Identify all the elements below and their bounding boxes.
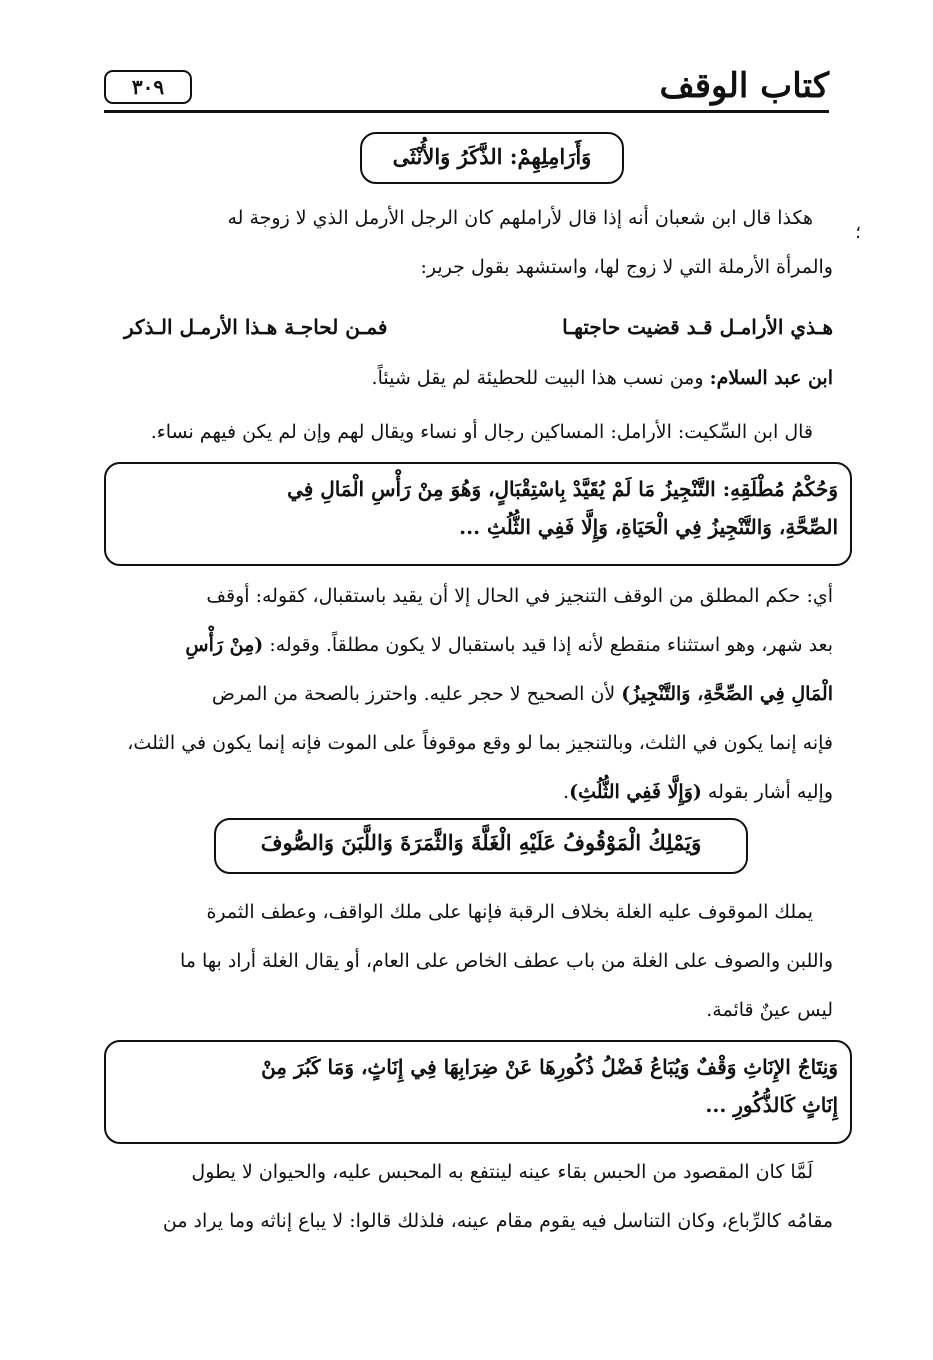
paragraph-3-line-1: قال ابن السِّكيت: الأرامل: المساكين رجال أو نساء ويقال لهم وإن لم يكن فيهم نساء. [150, 421, 813, 443]
matn-box-1 [360, 132, 624, 184]
matn-box-4 [104, 1040, 852, 1144]
paragraph-4-line-2: بعد شهر، وهو استثناء منقطع لأنه إذا قيد باستقبال لا يكون مطلقاً. وقوله: [263, 634, 833, 656]
matn-2-line-1: وَحُكْمُ مُطْلَقِهِ: التَّنْجِيزُ مَا لَمْ يُقَيَّدْ بِاسْتِقْبَالٍ، وَهُوَ مِنْ رَأْسِ الْمَالِ فِي [287, 477, 838, 501]
matn-box-2 [104, 462, 852, 566]
verse-first-hemistich: هـذي الأرامـل قـد قضيت حاجتهـا [562, 315, 833, 339]
paragraph-4-line-4: فإنه إنما يكون في الثلث، وبالتنجيز بما لو وقع موقوفاً على الموت فإنه إنما يكون في الثلث، [127, 732, 833, 754]
verse-second-hemistich: فمـن لحاجـة هـذا الأرمـل الـذكر [124, 315, 388, 339]
header-rule [104, 110, 829, 113]
matn-box-3 [214, 818, 748, 874]
paragraph-4-line-1: أي: حكم المطلق من الوقف التنجيز في الحال إلا أن يقيد باستقبال، كقوله: أوقف [206, 585, 833, 607]
paragraph-2 [104, 366, 833, 391]
page-number: ٣٠٩ [104, 70, 192, 104]
paragraph-5-line-2: واللبن والصوف على الغلة من باب عطف الخاص على العام، أو يقال الغلة أراد بها ما [179, 950, 833, 972]
quoted-matn-2: الْمَالِ فِي الصِّحَّةِ، وَالتَّنْجِيزُ) [621, 683, 833, 705]
paragraph-5-line-1: يملك الموقوف عليه الغلة بخلاف الرقبة فإنها على ملك الواقف، وعطف الثمرة [206, 901, 813, 923]
paragraph-6-line-1: لَمَّا كان المقصود من الحبس بقاء عينه لينتفع به المحبس عليه، والحيوان لا يطول [191, 1161, 813, 1183]
paragraph-4-line-5: وإليه أشار بقوله [701, 781, 833, 803]
margin-mark: ؛ [855, 222, 861, 243]
paragraph-6 [104, 1160, 833, 1234]
scholar-name: ابن عبد السلام: [709, 367, 833, 389]
quoted-matn-1: (مِنْ رَأْسِ [185, 634, 264, 656]
matn-2-line-2: الصِّحَّةِ، وَالتَّنْجِيزُ فِي الْحَيَاةِ، وَإِلَّا فَفِي الثُّلُثِ ... [459, 515, 838, 539]
paragraph-6-line-2: مقامُه كالرِّباع، وكان التناسل فيه يقوم مقام عينه، فلذلك قالوا: لا يباع إناثه وما يراد من [162, 1210, 833, 1232]
paragraph-1-line-1: هكذا قال ابن شعبان أنه إذا قال لأراملهم كان الرجل الأرمل الذي لا زوجة له [227, 207, 813, 229]
paragraph-1 [104, 206, 833, 280]
quoted-matn-3: (وَإِلَّا فَفِي الثُّلُثِ) [569, 781, 702, 803]
paragraph-4-line-3: لأن الصحيح لا حجر عليه. واحترز بالصحة من المرض [211, 683, 622, 705]
paragraph-3 [104, 420, 833, 445]
paragraph-4 [104, 584, 833, 805]
matn-4-line-2: إِنَاثٍ كَالذُّكُورِ ... [705, 1093, 838, 1117]
matn-text-1: وَأَرَامِلِهِمْ: الذَّكَرُ وَالأُنْثَى [392, 144, 592, 169]
period: . [563, 781, 570, 803]
page-header [104, 66, 829, 106]
paragraph-2-text: ومن نسب هذا البيت للحطيئة لم يقل شيئاً. [371, 367, 710, 389]
paragraph-1-line-2: والمرأة الأرملة التي لا زوج لها، واستشهد بقول جرير: [420, 256, 833, 278]
matn-4-line-1: وَنِتَاجُ الإِنَاثِ وَقْفٌ وَيُبَاعُ فَضْلُ ذُكُورِهَا عَنْ ضِرَابِهَا فِي إِنَاثٍ، وَمَا كَبُرَ مِنْ [261, 1055, 838, 1079]
matn-text-3: وَيَمْلِكُ الْمَوْقُوفُ عَلَيْهِ الْغَلَّةَ وَالثَّمَرَةَ وَاللَّبَنَ وَالصُّوفَ [260, 830, 702, 855]
paragraph-5 [104, 900, 833, 1023]
poetry-verse [104, 315, 833, 347]
running-title: كتاب الوقف [659, 66, 829, 106]
paragraph-5-line-3: ليس عينٌ قائمة. [706, 999, 833, 1021]
